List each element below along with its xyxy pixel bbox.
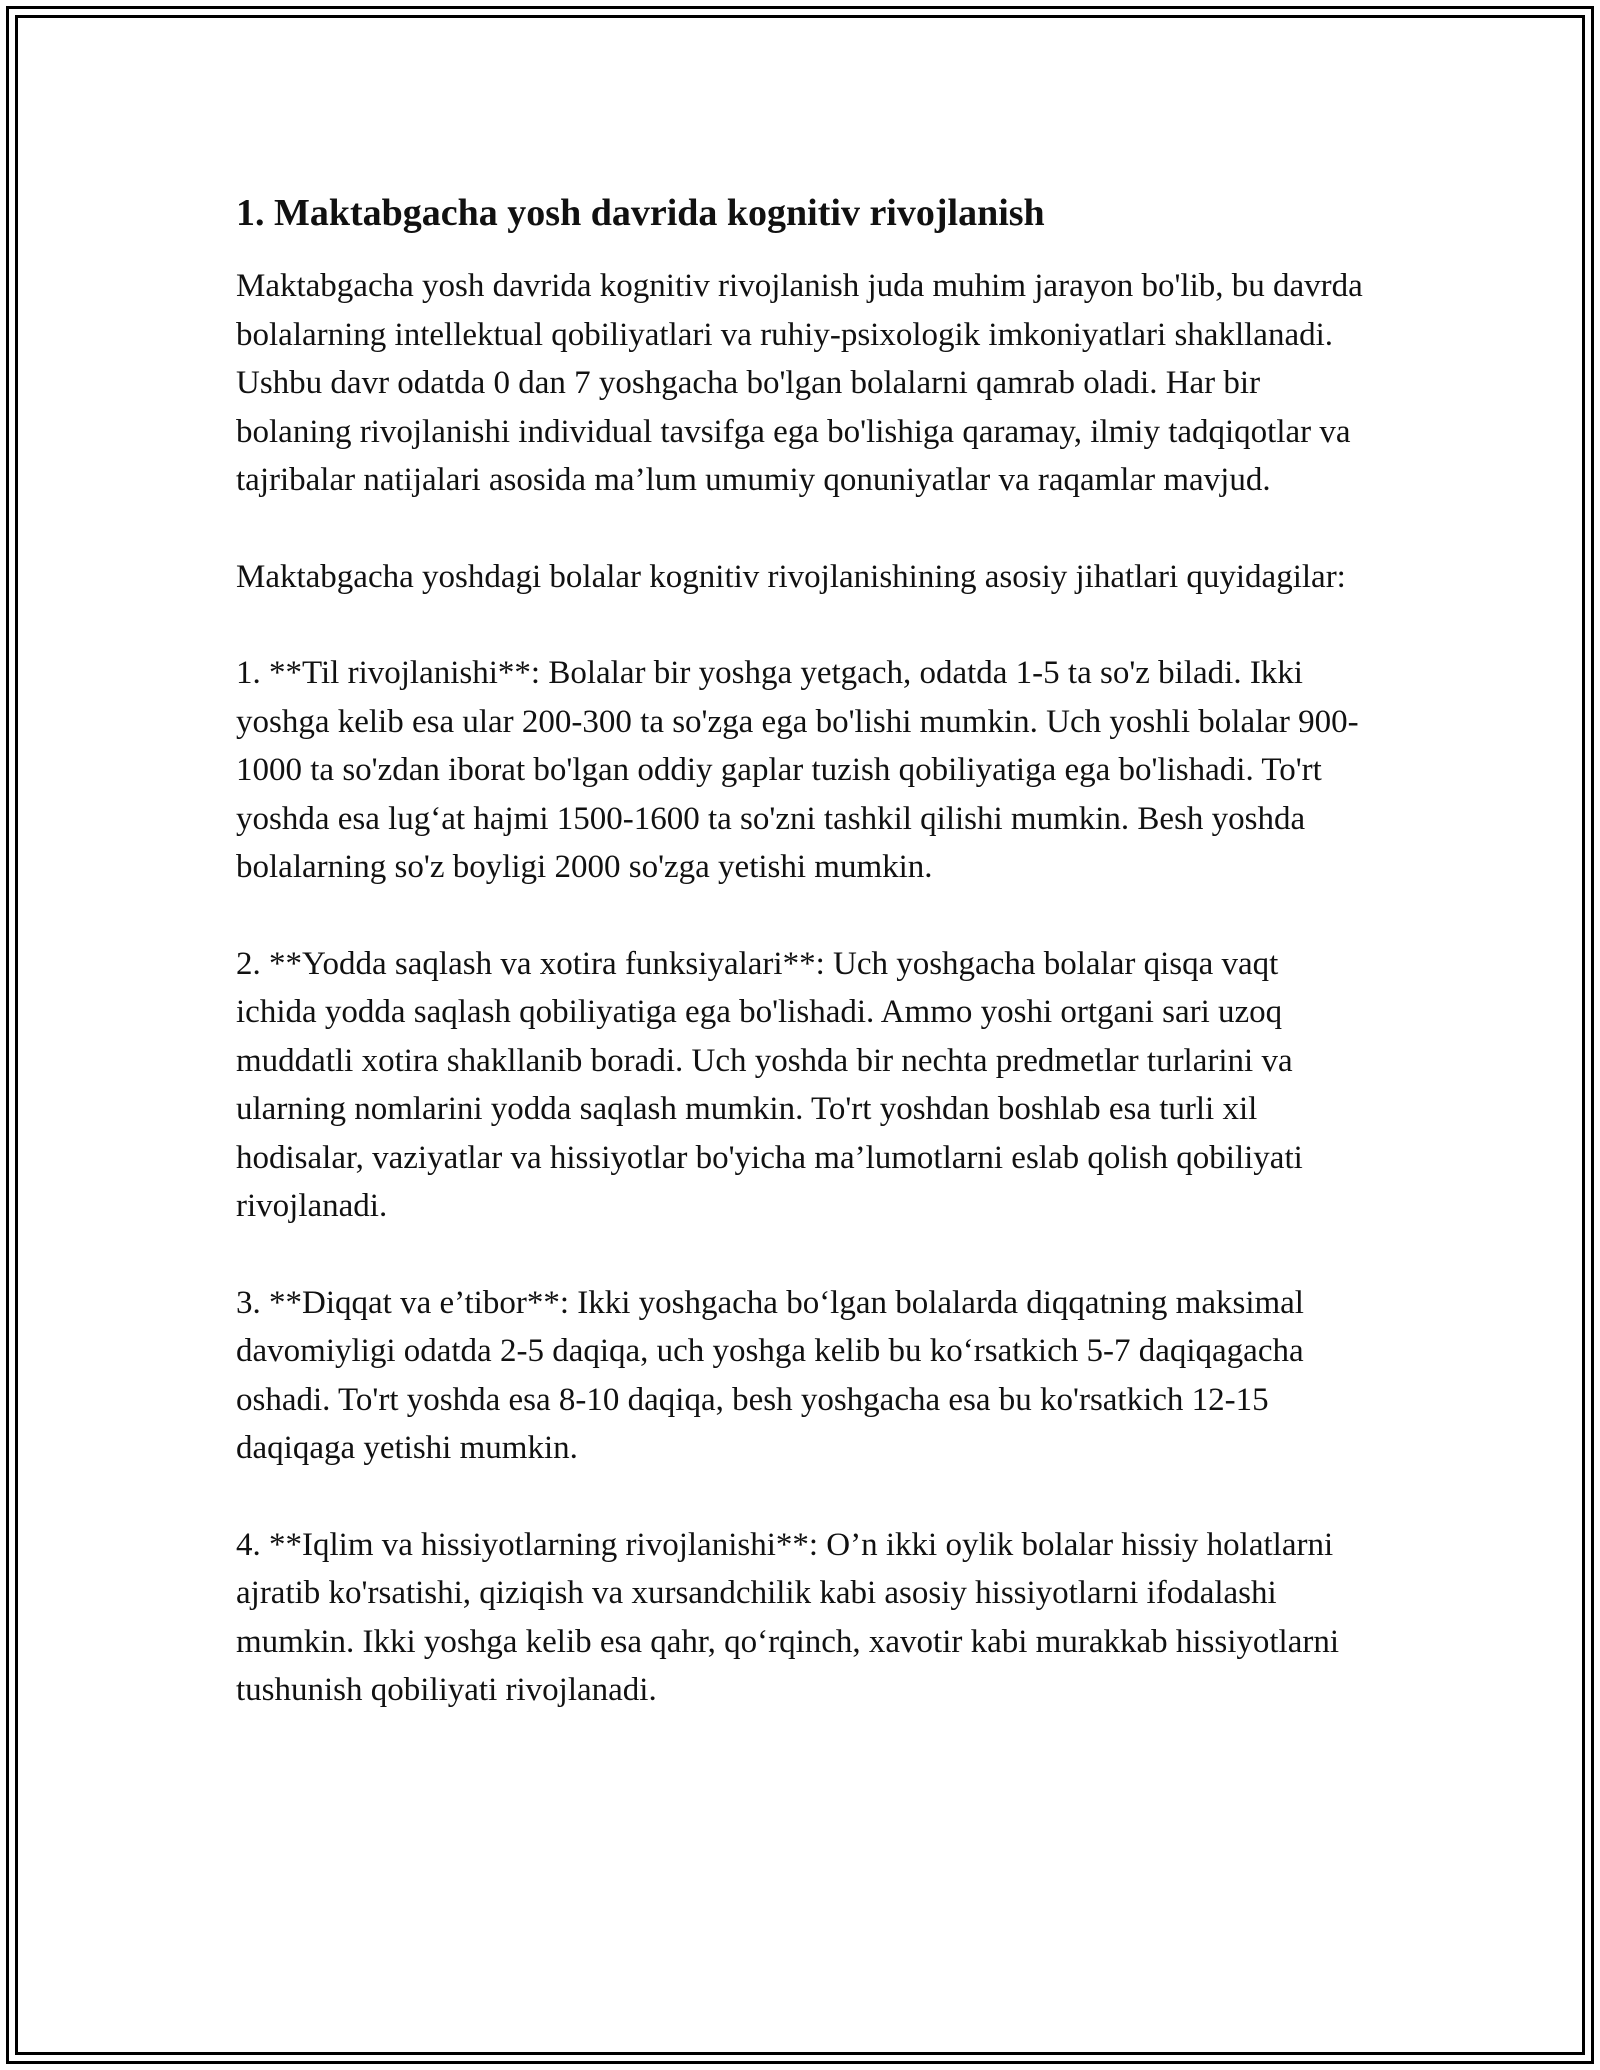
list-item-memory: 2. **Yodda saqlash va xotira funksiyalari**: Uch yoshgacha bolalar qisqa vaqt ichida yodda saqlash qobiliyatiga ega bo'lishadi. Ammo yoshi ortgani sari uzoq muddatli xotira shakllanib boradi. Uch yoshda bir nechta predmetlar turlarini va ularning nomlarini yodda saqlash mumkin. To'rt yoshdan boshlab esa turli xil hodisalar, vaziyatlar va hissiyotlar bo'yicha ma’lumotlarni eslab qolish qobiliyati rivojlanadi.	[236, 945, 1303, 1224]
list-item-emotions: 4. **Iqlim va hissiyotlarning rivojlanishi**: O’n ikki oylik bolalar hissiy holatlarni ajratib ko'rsatishi, qiziqish va xursandchilik kabi asosiy hissiyotlarni ifodalashi mumkin. Ikki yoshga kelib esa qahr, qo‘rqinch, xavotir kabi murakkab hissiyotlarni tushunish qobiliyati rivojlanadi.	[236, 1526, 1340, 1708]
lead-paragraph: Maktabgacha yoshdagi bolalar kognitiv rivojlanishining asosiy jihatlari quyidagilar:	[236, 558, 1346, 595]
document-body	[236, 186, 1366, 1763]
intro-paragraph: Maktabgacha yosh davrida kognitiv rivojlanish juda muhim jarayon bo'lib, bu davrda bolalarning intellektual qobiliyatlari va ruhiy-psixologik imkoniyatlari shakllanadi. Ushbu davr odatda 0 dan 7 yoshgacha bo'lgan bolalarni qamrab oladi. Har bir bolaning rivojlanishi individual tavsifga ega bo'lishiga qaramay, ilmiy tadqiqotlar va tajribalar natijalari asosida ma’lum umumiy qonuniyatlar va raqamlar mavjud.	[236, 268, 1363, 498]
list-item-language: 1. **Til rivojlanishi**: Bolalar bir yoshga yetgach, odatda 1-5 ta so'z biladi. Ikki yoshga kelib esa ular 200-300 ta so'zga ega bo'lishi mumkin. Uch yoshli bolalar 900-1000 ta so'zdan iborat bo'lgan oddiy gaplar tuzish qobiliyatiga ega bo'lishadi. To'rt yoshda esa lug‘at hajmi 1500-1600 ta so'zni tashkil qilishi mumkin. Besh yoshda bolalarning so'z boyligi 2000 so'zga yetishi mumkin.	[236, 655, 1359, 885]
section-heading: 1. Maktabgacha yosh davrida kognitiv rivojlanish	[236, 192, 1045, 234]
list-item-attention: 3. **Diqqat va e’tibor**: Ikki yoshgacha bo‘lgan bolalarda diqqatning maksimal davomiyligi odatda 2-5 daqiqa, uch yoshga kelib bu ko‘rsatkich 5-7 daqiqagacha oshadi. To'rt yoshda esa 8-10 daqiqa, besh yoshgacha esa bu ko'rsatkich 12-15 daqiqaga yetishi mumkin.	[236, 1284, 1304, 1466]
